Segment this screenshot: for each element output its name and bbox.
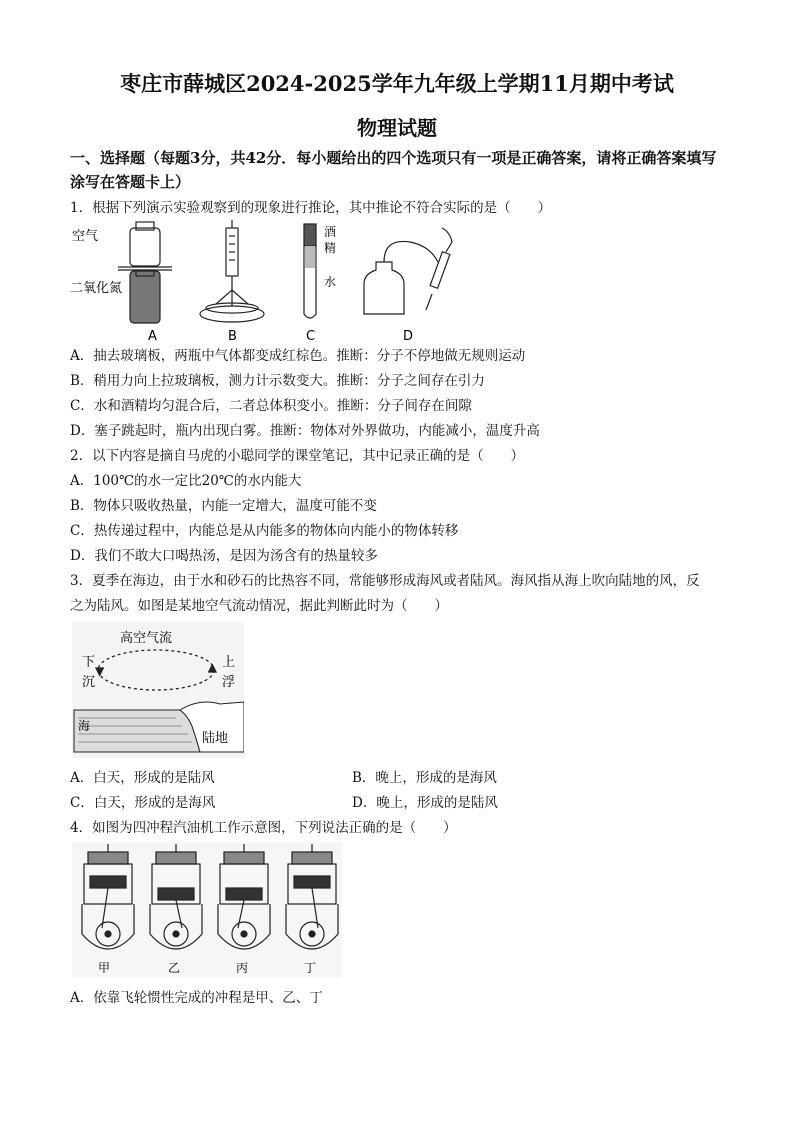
exam-title: 枣庄市薛城区2024-2025学年九年级上学期11月期中考试 (120, 71, 674, 96)
fig-sea-label: 海 (78, 719, 91, 733)
fig-b-label: B (228, 329, 237, 344)
question-3-option-c: C．白天，形成的是海风 (70, 795, 216, 811)
question-3-stem-line1: 3．夏季在海边，由于水和砂石的比热容不同，常能够形成海风或者陆风。海风指从海上吹向陆地的风，反 (70, 573, 700, 589)
section-heading: 一、选择题（每题3分，共42分．每小题给出的四个选项只有一项是正确答案，请将正确答案填写涂写在答题卡上） (70, 149, 717, 191)
exam-subtitle: 物理试题 (357, 116, 437, 140)
engine-label-bing: 丙 (236, 961, 249, 975)
question-2-option-a: A．100℃的水一定比20℃的水内能大 (70, 473, 302, 489)
question-1-stem: 1．根据下列演示实验观察到的现象进行推论，其中推论不符合实际的是（ ） (70, 200, 552, 216)
question-2-option-d: D．我们不敢大口喝热汤，是因为汤含有的热量较多 (70, 548, 378, 564)
fig-land-label: 陆地 (202, 731, 229, 746)
question-4-engine-figure (72, 842, 342, 978)
engine-label-jia: 甲 (98, 961, 111, 975)
fig-a-no2-label: 二氧化氮 (70, 281, 123, 296)
fig-sink-char2: 沉 (82, 675, 96, 690)
fig-c-alcohol-char2: 精 (324, 241, 337, 255)
question-1-option-d: D．塞子跳起时，瓶内出现白雾。推断：物体对外界做功，内能减小，温度升高 (70, 423, 540, 439)
fig-rise-char2: 浮 (222, 675, 236, 690)
fig-c-label: C (306, 329, 316, 344)
question-4-option-a: A．依靠飞轮惯性完成的冲程是甲、乙、丁 (70, 990, 323, 1006)
fig-c-water-label: 水 (324, 275, 337, 289)
question-2-stem: 2．以下内容是摘自马虎的小聪同学的课堂笔记，其中记录正确的是（ ） (70, 448, 525, 464)
question-1-option-b: B．稍用力向上拉玻璃板，测力计示数变大。推断：分子之间存在引力 (70, 373, 485, 389)
fig-rise-char1: 上 (222, 655, 236, 670)
fig-d-label: D (403, 329, 414, 344)
question-1-figure (70, 218, 460, 346)
fig-sink-char1: 下 (82, 655, 96, 670)
engine-label-ding: 丁 (304, 961, 317, 975)
fig-top-airflow-label: 高空气流 (120, 631, 173, 646)
question-2-option-b: B．物体只吸收热量，内能一定增大，温度可能不变 (70, 498, 377, 514)
fig-a-air-label: 空气 (72, 229, 99, 244)
question-2-option-c: C．热传递过程中，内能总是从内能多的物体向内能小的物体转移 (70, 523, 459, 539)
fig-c-alcohol-char1: 酒 (324, 225, 337, 239)
question-3-option-d: D．晚上，形成的是陆风 (352, 795, 498, 811)
question-4-stem: 4．如图为四冲程汽油机工作示意图，下列说法正确的是（ ） (70, 820, 457, 836)
engine-label-yi: 乙 (168, 961, 181, 975)
question-3-option-b: B．晚上，形成的是海风 (352, 770, 497, 786)
question-3-option-a: A．白天，形成的是陆风 (70, 770, 215, 786)
question-1-option-c: C．水和酒精均匀混合后，二者总体积变小。推断：分子间存在间隙 (70, 398, 472, 414)
question-3-stem-line2: 之为陆风。如图是某地空气流动情况，据此判断此时为（ ） (70, 598, 448, 614)
fig-a-label: A (148, 329, 157, 344)
question-3-sea-breeze-figure (72, 622, 244, 758)
question-1-option-a: A．抽去玻璃板，两瓶中气体都变成红棕色。推断：分子不停地做无规则运动 (70, 348, 526, 364)
